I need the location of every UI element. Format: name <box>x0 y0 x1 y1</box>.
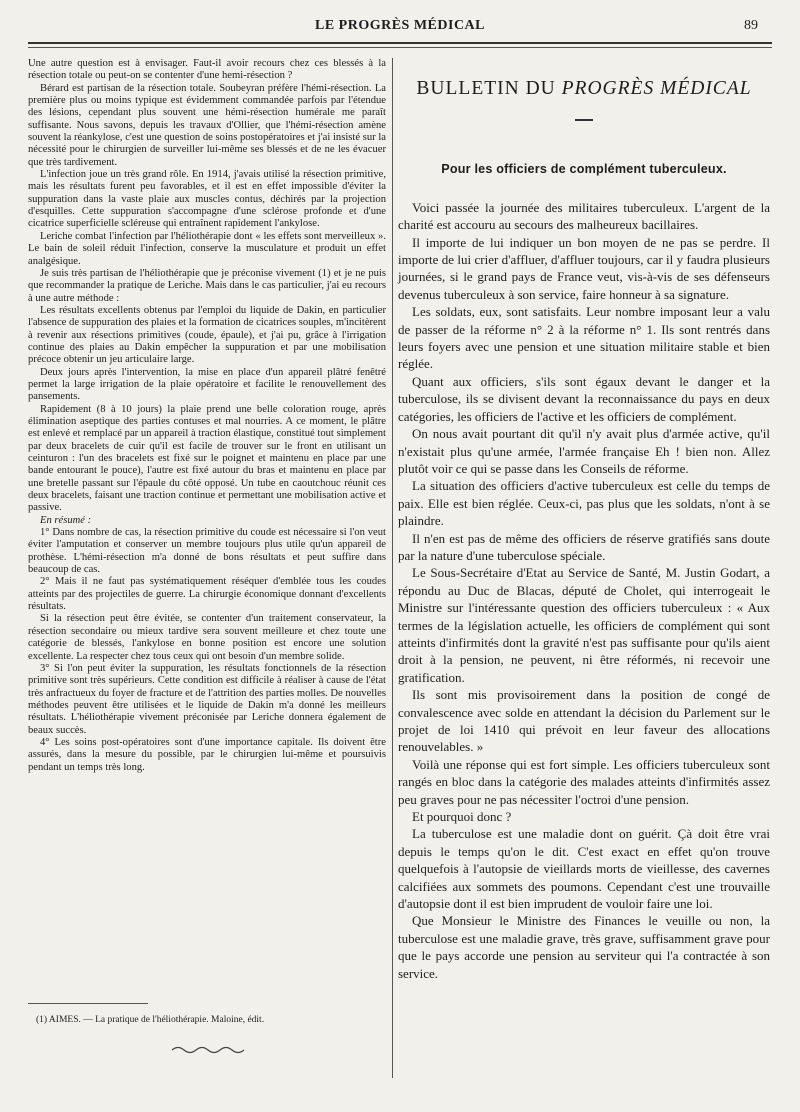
left-paragraph: 4° Les soins post-opératoires sont d'une importance capitale. Ils doivent être assurés, dans la mesure du possible, par le chirurgien lui-même et poursuivis pendant un temps très long. <box>28 736 386 773</box>
right-paragraph: Voici passée la journée des militaires tuberculeux. L'argent de la charité est accouru au secours des malheureux bacillaires. <box>398 199 770 233</box>
section-dash <box>575 119 593 121</box>
left-paragraph: 1° Dans nombre de cas, la résection primitive du coude est nécessaire si l'on veut éviter l'amputation et conserver un membre toujours plus utile qu'un appareil de prothèse. L'hémi-résection m'a donné de bons résultats et peut suffire dans beaucoup de cas. <box>28 527 386 576</box>
left-paragraph: Deux jours après l'intervention, la mise en place d'un appareil plâtré fenêtré permet la large irrigation de la plaie opératoire et facilite le renouvellement des pansements. <box>28 366 386 403</box>
right-paragraph: Quant aux officiers, s'ils sont égaux devant le danger et la tuberculose, ils se divisent devant la reconnaissance du pays en deux catégories, les officiers de l'active et les officiers de complément. <box>398 373 770 424</box>
left-paragraph: 3° Si l'on peut éviter la suppuration, les résultats fonctionnels de la résection primitive sont très supérieurs. Cette condition est difficile à réaliser à cause de l'état très anfractueux du foyer de fracture et de l'attrition des parties molles. De nouvelles méthodes peuvent être utilisées et le liquide de Dakin m'a donné les meilleurs résultats. L'héliothérapie vivement préconisée par Leriche donnera également de beaux succès. <box>28 662 386 736</box>
left-paragraph: Une autre question est à envisager. Faut-il avoir recours chez ces blessés à la résection totale ou peut-on se contenter d'une hemi-résection ? <box>28 58 386 82</box>
left-paragraph: Les résultats excellents obtenus par l'emploi du liquide de Dakin, en particulier l'absence de suppuration des plaies et la formation de cicatrices souples, m'incitèrent à revenir aux résections primitives (coude, épaule), et j'ai pu, grâce à l'irrigation continue des plaies au Dakin empêcher la suppuration et par une mobilisation précoce obtenir un jeu articulaire large. <box>28 304 386 366</box>
bulletin-title <box>398 80 770 97</box>
right-paragraph: Il n'en est pas de même des officiers de réserve gratifiés sans doute par la nature d'une tuberculose spéciale. <box>398 530 770 563</box>
left-paragraph: Bérard est partisan de la résection totale. Soubeyran préfère l'hémi-résection. La première plus ou moins typique est évidemment commandée parfois par l'étendue des lésions, cependant plus souvent une hémi-résection humérale me paraît suffisante. Nous savons, depuis les travaux d'Ollier, que l'hémi-résection amène souvent la réankylose, c'est une question de soins postopératoires et j'ai insisté sur la nécessité pour le chirurgien de surveiller lui-même ses blessés et de ne les évacuer que très tardivement. <box>28 82 386 168</box>
right-column <box>398 80 770 982</box>
right-paragraph: Le Sous-Secrétaire d'Etat au Service de Santé, M. Justin Godart, a répondu au Duc de Blacas, député de Cholet, qui interrogeait le Ministre sur l'intéressante question des officiers tuberculeux : « Aux termes de la législation actuelle, les officiers de complément qui sont atteints d'infirmités dont la gravité n'est pas suffisante pour qu'ils aient droit à la pension, ne peuvent, ni être réformés, ni recevoir une gratification. <box>398 565 770 685</box>
right-paragraph: Que Monsieur le Ministre des Finances le veuille ou non, la tuberculose est une maladie grave, très grave, suffisamment grave pour que le pays accorde une pension au serviteur qui l'a contractée à son service. <box>398 913 770 981</box>
left-paragraph: Je suis très partisan de l'héliothérapie que je préconise vivement (1) et je ne puis que recommander la pratique de Leriche. Mais dans le cas particulier, j'ai eu recours à une autre méthode : <box>28 267 386 304</box>
page-header <box>28 14 772 40</box>
article-body <box>398 199 770 982</box>
left-paragraph: Si la résection peut être évitée, se contenter d'un traitement conservateur, la résection secondaire ou mieux tardive sera souvent meilleure et chez toute une catégorie de blessés, l'ankylose en bonne position est encore une solution excellente. La respecter chez tous ceux qui ont besoin d'un membre solide. <box>28 613 386 662</box>
right-paragraph: On nous avait pourtant dit qu'il n'y avait plus d'armée active, qu'il n'existait plus qu'une armée, l'armée française Eh ! bien non. Allez plutôt voir ce qui se passe dans les Conseils de réforme. <box>398 426 770 476</box>
left-paragraph: 2° Mais il ne faut pas systématiquement réséquer d'emblée tous les coudes atteints par des projectiles de guerre. La chirurgie économique donnant d'excellents résultats. <box>28 576 386 613</box>
header-rule <box>28 42 772 48</box>
left-paragraph: En résumé : <box>40 514 92 526</box>
right-paragraph: Ils sont mis provisoirement dans la position de congé de convalescence avec solde en attendant la décision du Parlement sur le projet de loi 1410 qui prévoit en leur faveur des allocations renouvelables. » <box>398 687 770 755</box>
running-title: LE PROGRÈS MÉDICAL <box>314 18 486 33</box>
right-paragraph: Les soldats, eux, sont satisfaits. Leur nombre imposant leur a valu de passer de la réforme n° 2 à la réforme n° 1. Ils sont rentrés dans leurs foyers avec une pension et une situation militaire stable et bien réglée. <box>398 304 770 372</box>
column-divider <box>392 58 393 1078</box>
left-column <box>28 58 386 774</box>
tail-ornament <box>170 1044 250 1054</box>
article-subheading: Pour les officiers de complément tuberculeux. <box>441 162 727 177</box>
bulletin-title-italic: PROGRÈS MÉDICAL <box>561 78 752 99</box>
right-paragraph: Voilà une réponse qui est fort simple. Les officiers tuberculeux sont rangés en bloc dans la catégorie des malades atteints d'infirmités assez peu graves pour ne pas nécessiter l'octroi d'une pension. <box>398 756 770 807</box>
left-paragraph: L'infection joue un très grand rôle. En 1914, j'avais utilisé la résection primitive, mais les résultats furent peu favorables, et il est en effet impossible d'éviter la suppuration dans la vaste plaie aux muscles contus, déchirés par la projection d'esquilles. Cette suppuration s'accompagne d'une sclérose profonde et d'une cicatrice superficielle scléreuse qui entraînent rapidement l'ankylose. <box>28 169 386 230</box>
left-paragraph: Rapidement (8 à 10 jours) la plaie prend une belle coloration rouge, après élimination aseptique des parties contuses et mal nourries. A ce moment, le plâtre est enlevé et remplacé par un appareil à traction élastique, constitué tout simplement par deux bracelets de cuir qu'il est facile de trouver sur le front en utilisant un ceinturon : l'un des bracelets est fixé sur le poignet et maintenu en place par une bande entourant le pouce), l'autre est fixé autour du bras et maintenu en place par une bretelle passant sur l'épaule du côté opposé. Un tube en caoutchouc réunit ces deux bracelets, faisant une traction continue et permettant une mobilisation active et passive. <box>28 403 386 514</box>
right-paragraph: La situation des officiers d'active tuberculeux est celle du temps de paix. Elle est bien réglée. Ceux-ci, pas plus que les soldats, n'ont à se plaindre. <box>398 478 770 529</box>
footnote: (1) AIMES. — La pratique de l'héliothérapie. Maloine, édit. <box>36 1015 265 1025</box>
bulletin-title-plain: BULLETIN DU <box>416 78 562 99</box>
right-paragraph: La tuberculose est une maladie dont on guérit. Çà doit être vrai depuis le temps qu'on le dit. C'est exact en effet qu'on trouve quelquefois à l'autopsie de vieillards morts de vieillesse, des cavernes calcifiées aux sommets des poumons. Cependant c'est une trouvaille d'autopsie dont il est bien imprudent de vouloir faire une loi. <box>398 826 770 912</box>
left-paragraph: Leriche combat l'infection par l'héliothérapie dont « les effets sont merveilleux ». Le bain de soleil réduit l'infection, conserve la musculature et produit un effet analgésique. <box>28 230 386 267</box>
footnote-rule <box>28 1003 148 1004</box>
page-number: 89 <box>744 18 758 33</box>
right-paragraph: Et pourquoi donc ? <box>412 809 512 825</box>
right-paragraph: Il importe de lui indiquer un bon moyen de ne pas se perdre. Il importe de lui crier d'affluer, d'affluer toujours, car il y faudra plusieurs journées, si le grand pays de France veut, vis-à-vis de ses défenseurs devenus tuberculeux à son service, faire honneur à sa signature. <box>398 234 770 302</box>
